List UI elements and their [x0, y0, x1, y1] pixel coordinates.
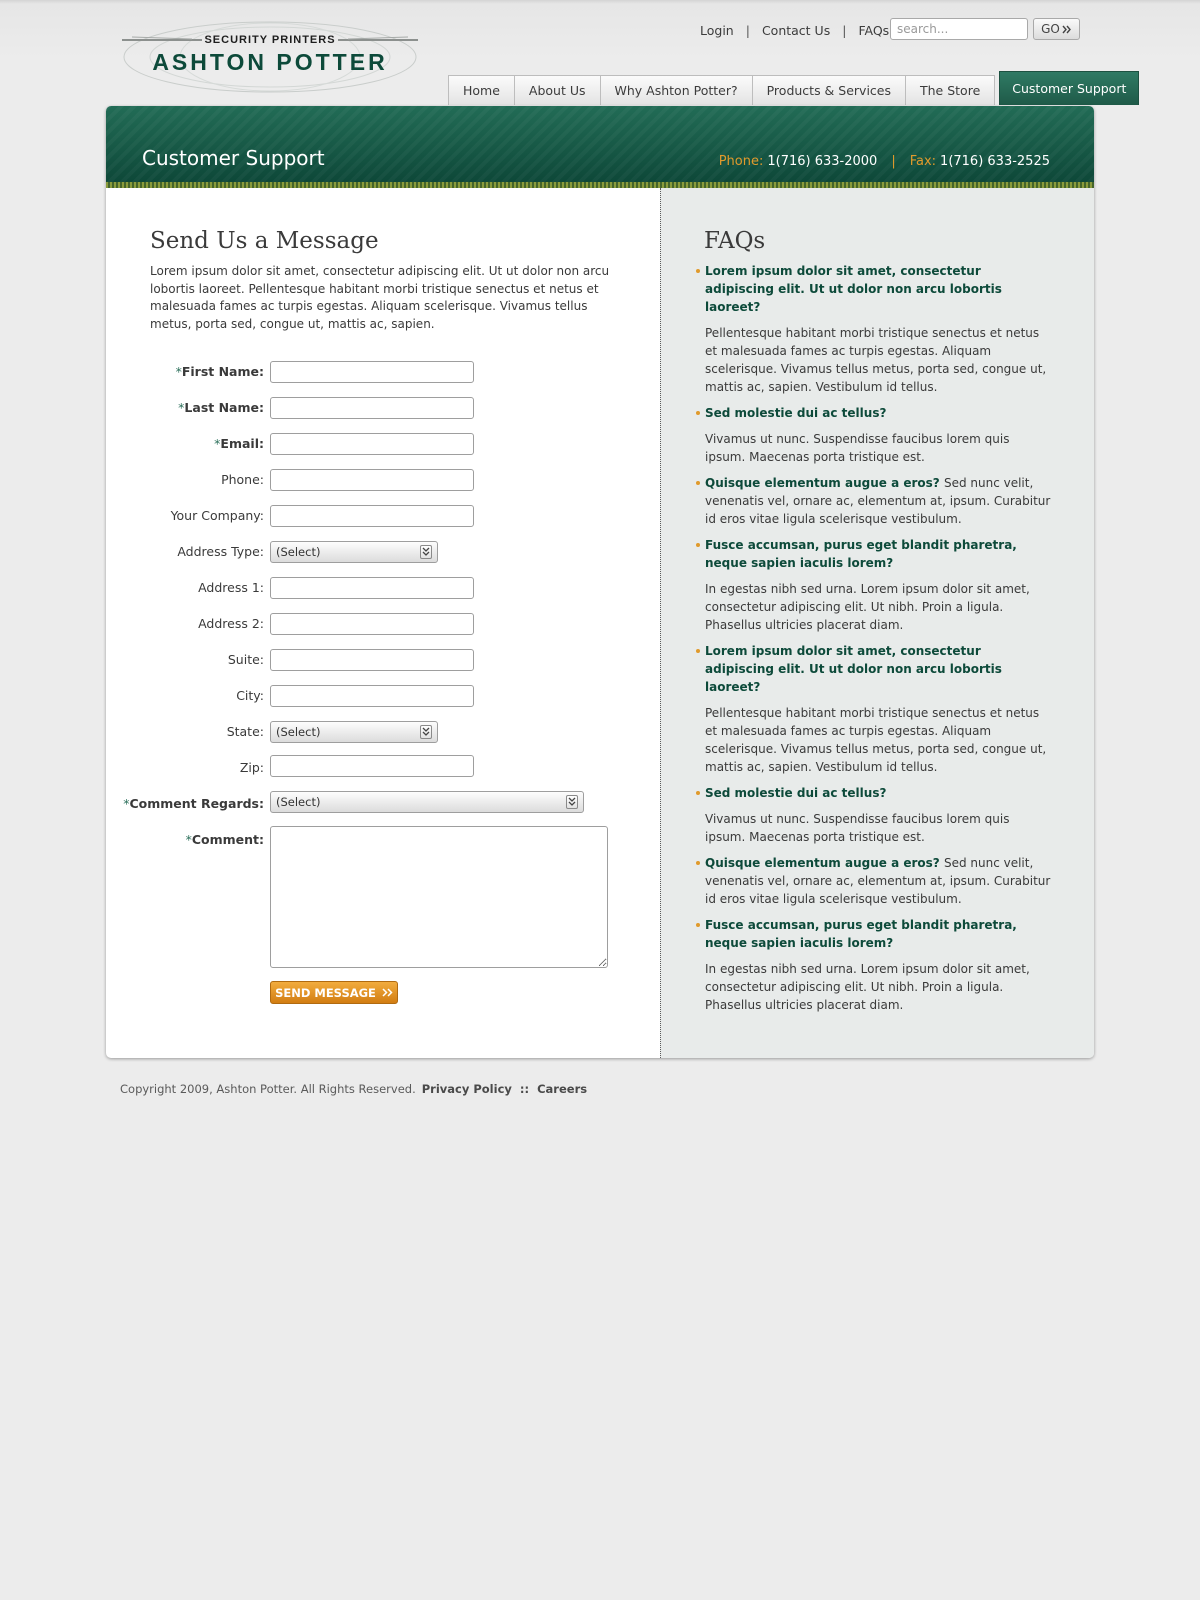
suite-label: Suite: [227, 652, 264, 667]
required-mark: * [214, 436, 221, 451]
state-select[interactable] [270, 721, 438, 743]
required-mark: * [185, 832, 192, 847]
nav-tab-about-us[interactable]: About Us [514, 75, 601, 105]
first-name-label: *First Name: [175, 364, 264, 379]
nav-tab-customer-support[interactable]: Customer Support [999, 71, 1139, 105]
faq-list [705, 262, 1051, 1022]
address2-label: Address 2: [198, 616, 264, 631]
faq-title: FAQs [704, 228, 766, 254]
faq-item [705, 784, 1051, 846]
city-label: City: [236, 688, 264, 703]
faq-question-with-answer[interactable]: Quisque elementum augue a eros? Sed nunc velit, venenatis vel, ornare ac, elementum at, ipsum. Curabitur id eros vitae ligula scelerisque vestibulum. [705, 476, 1051, 526]
faq-item [705, 642, 1051, 776]
faq-item [705, 262, 1051, 396]
address-type-select[interactable] [270, 541, 438, 563]
phone-field[interactable] [270, 469, 474, 491]
form-intro: Lorem ipsum dolor sit amet, consectetur adipiscing elit. Ut ut dolor non arcu lobortis laoreet. Pellentesque habitant morbi tristique senectus et netus et malesuada fames ac turpis egestas. Aliquam scelerisque. Vivamus tellus metus, porta sed, congue ut, mattis ac, sapien. [150, 264, 610, 331]
ashton-potter-logo[interactable] [122, 20, 418, 94]
login-link[interactable]: Login [700, 22, 734, 38]
logo-wordmark: ASHTON POTTER [152, 49, 388, 75]
phone-label: Phone: [221, 472, 264, 487]
contact-us-link[interactable]: Contact Us [761, 22, 831, 38]
send-message-label: SEND MESSAGE [275, 985, 376, 1000]
phone-label: Phone: [718, 154, 764, 169]
faq-question[interactable]: Fusce accumsan, purus eget blandit pharetra, neque sapien iaculis lorem? [705, 916, 1051, 952]
suite-field[interactable] [270, 649, 474, 671]
contact-separator: | [891, 154, 896, 169]
utility-nav [700, 20, 889, 40]
faq-question[interactable]: Lorem ipsum dolor sit amet, consectetur adipiscing elit. Ut ut dolor non arcu lobortis laoreet? [705, 262, 1051, 316]
phone-number: 1(716) 633-2000 [767, 154, 878, 169]
faq-answer: In egestas nibh sed urna. Lorem ipsum dolor sit amet, consectetur adipiscing elit. Ut nibh. Proin a ligula. Phasellus ultricies placerat diam. [705, 582, 1030, 632]
address1-label: Address 1: [198, 580, 264, 595]
comment-regards-select[interactable] [270, 791, 584, 813]
required-mark: * [178, 400, 185, 415]
faq-question[interactable]: Sed molestie dui ac tellus? [705, 404, 1051, 422]
faq-item [705, 404, 1051, 466]
faq-answer: In egestas nibh sed urna. Lorem ipsum dolor sit amet, consectetur adipiscing elit. Ut nibh. Proin a ligula. Phasellus ultricies placerat diam. [705, 962, 1030, 1012]
state-label: State: [226, 724, 264, 739]
nav-tab-home[interactable]: Home [448, 75, 515, 105]
email-label: *Email: [214, 436, 264, 451]
double-chevron-right-icon [382, 988, 393, 997]
faq-inline-answer: Sed nunc velit, venenatis vel, ornare ac, elementum at, ipsum. Curabitur id eros vitae ligula scelerisque vestibulum. [705, 476, 1051, 526]
page-title: Customer Support [142, 146, 325, 170]
faq-question[interactable]: Lorem ipsum dolor sit amet, consectetur adipiscing elit. Ut ut dolor non arcu lobortis laoreet? [705, 642, 1051, 696]
comment-label: *Comment: [185, 832, 264, 847]
comment-textarea[interactable] [270, 826, 608, 968]
required-mark: * [175, 364, 182, 379]
faq-item [705, 536, 1051, 634]
last-name-label: *Last Name: [178, 400, 264, 415]
search-input[interactable] [890, 18, 1028, 40]
zip-field[interactable] [270, 755, 474, 777]
email-field[interactable] [270, 433, 474, 455]
chevron-down-icon [420, 545, 432, 559]
faq-item [705, 854, 1051, 908]
nav-tab-why-ashton-potter[interactable]: Why Ashton Potter? [600, 75, 753, 105]
faq-answer: Pellentesque habitant morbi tristique senectus et netus et malesuada fames ac turpis egestas. Aliquam scelerisque. Vivamus tellus metus, porta sed, congue ut, mattis ac, sapien. Vestibulum id tellus. [705, 706, 1047, 774]
nav-tab-the-store[interactable]: The Store [905, 75, 995, 105]
faqs-link[interactable]: FAQs [858, 22, 890, 38]
faq-question[interactable]: Fusce accumsan, purus eget blandit pharetra, neque sapien iaculis lorem? [705, 536, 1051, 572]
fax-number: 1(716) 633-2525 [940, 154, 1050, 169]
comment-regards-label: *Comment Regards: [123, 796, 264, 811]
search-go-button[interactable] [1033, 18, 1080, 40]
contact-info [719, 154, 1050, 169]
select-value: (Select) [276, 725, 321, 739]
faq-inline-answer: Sed nunc velit, venenatis vel, ornare ac, elementum at, ipsum. Curabitur id eros vitae ligula scelerisque vestibulum. [705, 856, 1051, 906]
select-value: (Select) [276, 795, 321, 809]
address2-field[interactable] [270, 613, 474, 635]
page-banner [106, 106, 1094, 188]
faq-item [705, 916, 1051, 1014]
required-mark: * [123, 796, 130, 811]
copyright-text: Copyright 2009, Ashton Potter. All Rights Reserved. [120, 1082, 416, 1096]
faq-answer: Vivamus ut nunc. Suspendisse faucibus lorem quis ipsum. Maecenas porta tristique est. [705, 432, 1010, 464]
faq-question-with-answer[interactable]: Quisque elementum augue a eros? Sed nunc velit, venenatis vel, ornare ac, elementum at, ipsum. Curabitur id eros vitae ligula scelerisque vestibulum. [705, 856, 1051, 906]
faq-question[interactable]: Sed molestie dui ac tellus? [705, 784, 1051, 802]
privacy-policy-link[interactable]: Privacy Policy [421, 1082, 512, 1096]
chevron-down-icon [566, 795, 578, 809]
form-title: Send Us a Message [150, 228, 379, 254]
select-value: (Select) [276, 545, 321, 559]
address1-field[interactable] [270, 577, 474, 599]
first-name-field[interactable] [270, 361, 474, 383]
footer [120, 1082, 587, 1096]
faq-answer: Vivamus ut nunc. Suspendisse faucibus lorem quis ipsum. Maecenas porta tristique est. [705, 812, 1010, 844]
last-name-field[interactable] [270, 397, 474, 419]
city-field[interactable] [270, 685, 474, 707]
fax-label: Fax: [909, 154, 937, 169]
go-label: GO [1041, 22, 1060, 36]
faq-answer: Pellentesque habitant morbi tristique senectus et netus et malesuada fames ac turpis egestas. Aliquam scelerisque. Vivamus tellus metus, porta sed, congue ut, mattis ac, sapien. Vestibulum id tellus. [705, 326, 1047, 394]
footer-separator: :: [519, 1082, 530, 1096]
nav-tab-products-services[interactable]: Products & Services [752, 75, 906, 105]
address-type-label: Address Type: [177, 544, 264, 559]
main-nav [449, 75, 1139, 105]
utility-separator: | [745, 22, 750, 38]
logo-tagline: SECURITY PRINTERS [204, 34, 336, 46]
careers-link[interactable]: Careers [537, 1082, 588, 1096]
zip-label: Zip: [239, 760, 264, 775]
chevron-down-icon [420, 725, 432, 739]
utility-separator: | [842, 22, 847, 38]
send-message-button[interactable] [270, 981, 398, 1004]
double-chevron-right-icon [1062, 25, 1072, 34]
company-label: Your Company: [170, 508, 264, 523]
faq-item [705, 474, 1051, 528]
company-field[interactable] [270, 505, 474, 527]
